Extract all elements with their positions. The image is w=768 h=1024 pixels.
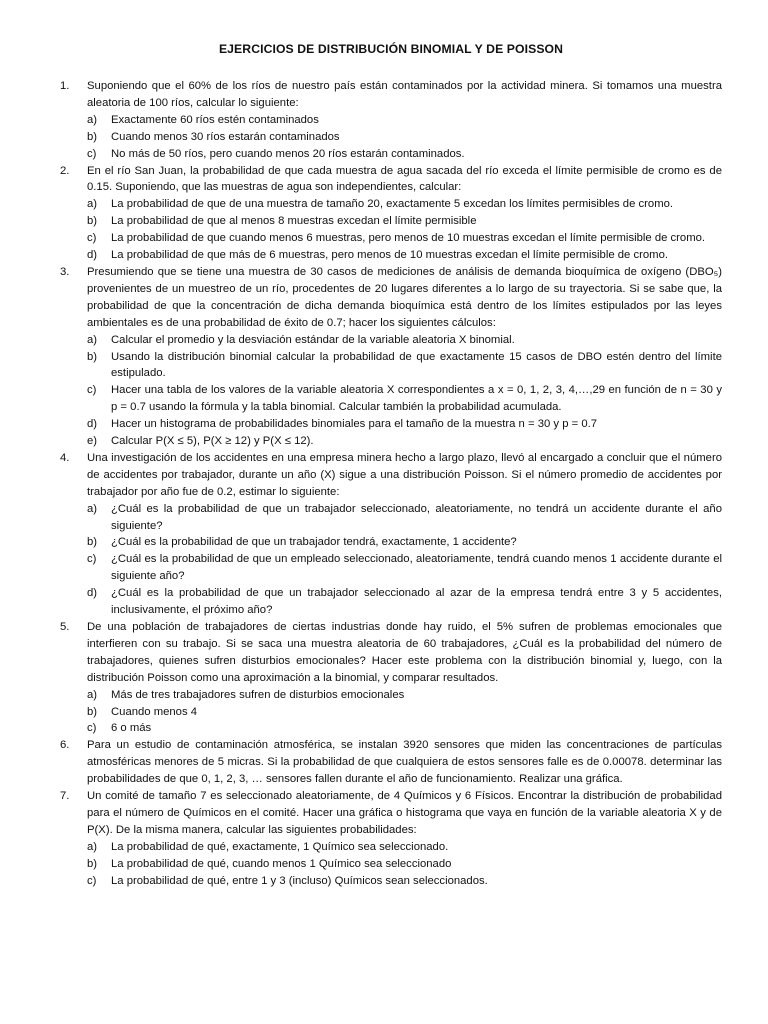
question-4 bbox=[60, 450, 722, 619]
sub-item-text: La probabilidad de qué, cuando menos 1 Químico sea seleccionado bbox=[111, 857, 452, 870]
sub-item-text: La probabilidad de que al menos 8 muestras excedan el límite permisible bbox=[111, 215, 477, 228]
sub-item-text: La probabilidad de qué, exactamente, 1 Químico sea seleccionado. bbox=[111, 840, 449, 853]
sub-item bbox=[87, 551, 722, 585]
question-6 bbox=[60, 737, 722, 788]
sub-item-label: e) bbox=[87, 435, 98, 448]
sub-item-text: La probabilidad de qué, entre 1 y 3 (incluso) Químicos sean seleccionados. bbox=[111, 874, 488, 887]
question-number: 1. bbox=[60, 80, 70, 92]
question-3 bbox=[60, 264, 722, 450]
sub-item-text: ¿Cuál es la probabilidad de que un trabajador seleccionado al azar de la empresa tendrá entre 3 y 5 accidentes, inclusivamente, el próximo año? bbox=[111, 587, 722, 617]
sub-item bbox=[87, 112, 722, 129]
sub-item-text: Más de tres trabajadores sufren de disturbios emocionales bbox=[111, 688, 405, 701]
sub-item bbox=[87, 213, 722, 230]
sub-item-text: La probabilidad de que de una muestra de tamaño 20, exactamente 5 excedan los límites permisibles de cromo. bbox=[111, 198, 674, 211]
sub-item-text: La probabilidad de que más de 6 muestras, pero menos de 10 muestras excedan el límite permisible de cromo. bbox=[111, 249, 668, 262]
sub-item-text: Cuando menos 30 ríos estarán contaminados bbox=[111, 130, 340, 143]
question-list bbox=[60, 78, 722, 890]
sub-item bbox=[87, 382, 722, 416]
sub-item-label: c) bbox=[87, 232, 97, 245]
question-1 bbox=[60, 78, 722, 163]
sub-item-label: c) bbox=[87, 147, 97, 160]
sub-item bbox=[87, 720, 722, 737]
sub-item-label: c) bbox=[87, 874, 97, 887]
question-text: Suponiendo que el 60% de los ríos de nuestro país están contaminados por la actividad minera. Si tomamos una muestra aleatoria de 100 ríos, calcular lo siguiente: bbox=[87, 80, 722, 109]
sub-item-label: a) bbox=[87, 113, 98, 126]
sub-item bbox=[87, 585, 722, 619]
sub-item-text: No más de 50 ríos, pero cuando menos 20 ríos estarán contaminados. bbox=[111, 147, 465, 160]
question-body bbox=[87, 619, 722, 737]
question-text: De una población de trabajadores de ciertas industrias donde hay ruido, el 5% sufren de problemas emocionales que interfieren con su trabajo. Si se saca una muestra aleatoria de 60 trabajadores, ¿Cuál es la probabilidad del número de trabajadores, quienes sufren disturbios emocionales? Hacer este problema con la distribución binomial y, luego, con la distribución Poisson como una aproximación a la binomial, y comparar resultados. bbox=[87, 621, 722, 684]
sub-item-label: a) bbox=[87, 333, 98, 346]
sub-item-text: 6 o más bbox=[111, 722, 152, 735]
sub-item-text: Calcular el promedio y la desviación estándar de la variable aleatoria X binomial. bbox=[111, 333, 515, 346]
sub-item bbox=[87, 501, 722, 535]
sub-item bbox=[87, 196, 722, 213]
sub-item-text: ¿Cuál es la probabilidad de que un trabajador seleccionado, aleatoriamente, no tendrá un accidente durante el año siguiente? bbox=[111, 502, 722, 532]
sub-item-label: c) bbox=[87, 553, 97, 566]
sub-item-text: ¿Cuál es la probabilidad de que un empleado seleccionado, aleatoriamente, tendrá cuando menos 1 accidente durante el siguiente año? bbox=[111, 553, 722, 583]
sub-item bbox=[87, 856, 722, 873]
sub-item bbox=[87, 873, 722, 890]
sub-item bbox=[87, 247, 722, 264]
sub-item bbox=[87, 146, 722, 163]
sub-item-label: a) bbox=[87, 688, 98, 701]
question-number: 6. bbox=[60, 739, 70, 752]
sub-item-label: d) bbox=[87, 249, 98, 262]
question-body bbox=[87, 737, 722, 788]
question-body bbox=[87, 78, 722, 163]
sub-item-label: a) bbox=[87, 840, 98, 853]
question-body bbox=[87, 788, 722, 889]
sub-item bbox=[87, 704, 722, 721]
sub-item-text: Hacer un histograma de probabilidades binomiales para el tamaño de la muestra n = 30 y p = 0.7 bbox=[111, 418, 598, 431]
question-number: 7. bbox=[60, 790, 70, 803]
sub-item bbox=[87, 129, 722, 146]
question-number: 3. bbox=[60, 265, 70, 278]
question-number: 5. bbox=[60, 621, 70, 633]
sub-item-text: Usando la distribución binomial calcular la probabilidad de que exactamente 15 casos de DBO estén dentro del límite estipulado. bbox=[111, 350, 722, 380]
sub-item-text: Cuando menos 4 bbox=[111, 705, 198, 718]
sub-item-label: d) bbox=[87, 418, 98, 431]
sub-item-label: b) bbox=[87, 215, 98, 228]
sub-item bbox=[87, 687, 722, 704]
question-number: 2. bbox=[60, 164, 70, 177]
sub-item bbox=[87, 230, 722, 247]
question-text: Una investigación de los accidentes en una empresa minera hecho a largo plazo, llevó al encargado a concluir que el número de accidentes por trabajador, durante un año (X) sigue a una distribución Poisson. Si el número promedio de accidentes por trabajador por año fue de 0.2, estimar lo siguiente: bbox=[87, 451, 722, 498]
question-text: Un comité de tamaño 7 es seleccionado aleatoriamente, de 4 Químicos y 6 Físicos. Encontrar la distribución de probabilidad para el número de Químicos en el comité. Hacer una gráfica o histograma que vaya en función de la variable aleatoria X y de P(X). De la misma manera, calcular las siguientes probabilidades: bbox=[87, 790, 722, 836]
sub-item bbox=[87, 349, 722, 383]
question-body bbox=[87, 264, 722, 450]
sub-item bbox=[87, 332, 722, 349]
sub-item bbox=[87, 416, 722, 433]
sub-item-text: ¿Cuál es la probabilidad de que un trabajador tendrá, exactamente, 1 accidente? bbox=[111, 536, 517, 549]
sub-item-label: b) bbox=[87, 350, 98, 363]
question-text: Presumiendo que se tiene una muestra de 30 casos de mediciones de análisis de demanda bioquímica de oxígeno (DBO₅) provenientes de un muestreo de un río, procedentes de 20 lugares diferentes a lo largo de su trayectoria. Si se sabe que, la probabilidad de que la concentración de dicha demanda bioquímica está dentro de los límites estipulados por las leyes ambientales es de una probabilidad de éxito de 0.7; hacer los siguientes cálculos: bbox=[87, 265, 722, 329]
sub-item-text: Hacer una tabla de los valores de la variable aleatoria X correspondientes a x = 0, 1, 2, 3, 4,…,29 en función de n = 30 y p = 0.7 usando la fórmula y la tabla binomial. Calcular también la probabilidad acumulada. bbox=[111, 384, 722, 414]
sub-item-text: Exactamente 60 ríos estén contaminados bbox=[111, 113, 319, 126]
question-text: En el río San Juan, la probabilidad de que cada muestra de agua sacada del río exceda el límite permisible de cromo es de 0.15. Suponiendo, que las muestras de agua son independientes, calcular: bbox=[87, 164, 722, 194]
sub-item-label: c) bbox=[87, 384, 97, 397]
sub-item-label: c) bbox=[87, 722, 97, 735]
sub-item bbox=[87, 839, 722, 856]
sub-item-text: La probabilidad de que cuando menos 6 muestras, pero menos de 10 muestras excedan el límite permisible de cromo. bbox=[111, 232, 706, 245]
sub-item-label: b) bbox=[87, 857, 98, 870]
sub-item bbox=[87, 433, 722, 450]
sub-item-label: b) bbox=[87, 705, 98, 718]
question-body bbox=[87, 450, 722, 619]
sub-item-label: b) bbox=[87, 536, 98, 549]
sub-item-label: d) bbox=[87, 587, 98, 600]
question-5 bbox=[60, 619, 722, 737]
question-2 bbox=[60, 163, 722, 264]
sub-item-text: Calcular P(X ≤ 5), P(X ≥ 12) y P(X ≤ 12). bbox=[111, 435, 314, 448]
question-body bbox=[87, 163, 722, 264]
sub-item-label: b) bbox=[87, 130, 98, 143]
document-title: EJERCICIOS DE DISTRIBUCIÓN BINOMIAL Y DE POISSON bbox=[218, 42, 564, 56]
question-number: 4. bbox=[60, 451, 70, 464]
sub-item bbox=[87, 534, 722, 551]
sub-item-label: a) bbox=[87, 198, 98, 211]
sub-item-label: a) bbox=[87, 502, 98, 515]
question-7 bbox=[60, 788, 722, 889]
question-text: Para un estudio de contaminación atmosférica, se instalan 3920 sensores que miden las concentraciones de partículas atmosféricas menores de 5 micras. Si la probabilidad de que cualquiera de estos sensores falle es de 0.00078. determinar las probabilidades de que 0, 1, 2, 3, … sensores fallen durante el año de funcionamiento. Realizar una gráfica. bbox=[87, 739, 722, 786]
